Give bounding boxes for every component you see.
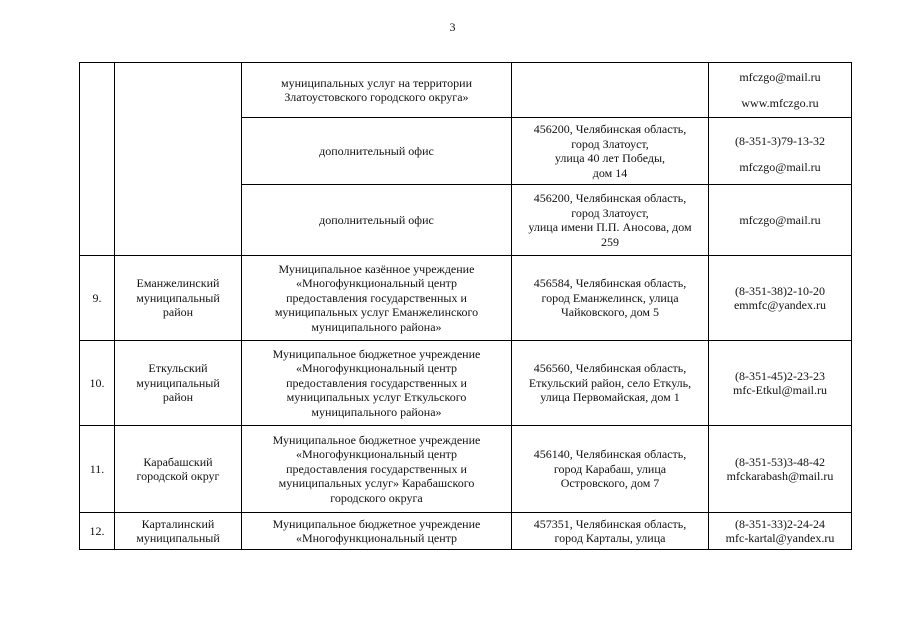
organization-line: муниципальных услуг» Карабашского — [278, 476, 475, 491]
contacts-cell — [709, 513, 852, 550]
organization-cell — [242, 185, 512, 256]
organization-line: муниципального района» — [311, 319, 442, 334]
address-line: город Еманжелинск, улица — [541, 290, 679, 305]
contacts-cell — [709, 256, 852, 341]
address-line: улица Первомайская, дом 1 — [540, 390, 680, 405]
district-line: городской округ — [136, 469, 220, 483]
address-line: город Карталы, улица — [554, 531, 666, 545]
organization-line: Муниципальное бюджетное учреждение — [272, 346, 481, 361]
phone-text: (8-351-38)2-10-20 — [735, 283, 825, 298]
email-text: mfckarabash@mail.ru — [726, 469, 834, 483]
address-line: 456584, Челябинская область, — [533, 276, 687, 291]
address-cell — [512, 185, 709, 256]
address-line: Островского, дом 7 — [560, 476, 660, 491]
address-line: 259 — [601, 234, 619, 249]
organization-line: муниципальных услуг Еткульского — [286, 390, 467, 405]
row-number-cell — [80, 63, 115, 256]
organization-line: предоставления государственных и — [286, 290, 467, 305]
address-line: улица имени П.П. Аносова, дом — [528, 220, 692, 234]
organization-line: предоставления государственных и — [286, 461, 467, 476]
address-line: 456200, Челябинская область, — [533, 122, 687, 136]
website-text: www.mfczgo.ru — [741, 96, 819, 110]
organization-line: дополнительный офис — [319, 143, 434, 158]
address-cell — [512, 63, 709, 118]
organization-line: Муниципальное бюджетное учреждение — [272, 516, 481, 531]
address-line: город Златоуст, — [571, 136, 649, 151]
district-cell — [115, 513, 242, 550]
page-number: 3 — [449, 20, 456, 34]
organization-cell — [242, 341, 512, 426]
address-line: 456560, Челябинская область, — [533, 361, 687, 376]
contacts-cell — [709, 118, 852, 185]
mfc-registry-table — [79, 62, 852, 550]
organization-line: муниципальных услуг Еманжелинского — [274, 305, 479, 320]
organization-cell — [242, 426, 512, 513]
row-number-cell: 12. — [80, 513, 115, 550]
address-line: Чайковского, дом 5 — [560, 305, 659, 320]
district-line: район — [162, 390, 194, 405]
phone-text: (8-351-45)2-23-23 — [735, 368, 825, 383]
phone-text: (8-351-3)79-13-32 — [735, 133, 825, 148]
organization-cell — [242, 118, 512, 185]
district-line: Карталинский — [141, 516, 215, 531]
address-cell — [512, 426, 709, 513]
district-line: муниципальный — [136, 290, 220, 305]
district-cell — [115, 426, 242, 513]
address-line: дом 14 — [592, 165, 628, 180]
phone-text: (8-351-33)2-24-24 — [735, 516, 825, 531]
organization-line: Златоустовского городского округа» — [284, 90, 469, 104]
row-number-cell: 11. — [80, 426, 115, 513]
email-text: mfczgo@mail.ru — [739, 160, 821, 174]
organization-line: «Многофункциональный центр — [295, 276, 458, 291]
row-number-cell: 10. — [80, 341, 115, 426]
organization-line: муниципальных услуг на территории — [281, 75, 472, 90]
organization-cell — [242, 63, 512, 118]
contacts-cell — [709, 63, 852, 118]
organization-line: предоставления государственных и — [286, 375, 467, 390]
district-cell — [115, 341, 242, 426]
district-cell — [115, 63, 242, 256]
district-line: муниципальный — [136, 375, 220, 390]
address-line: 456140, Челябинская область, — [533, 447, 687, 462]
address-line: Еткульский район, село Еткуль, — [528, 375, 692, 390]
organization-line: муниципального района» — [311, 404, 442, 419]
table-row — [80, 256, 852, 341]
district-line: Еманжелинский — [136, 276, 220, 291]
contacts-cell — [709, 426, 852, 513]
organization-line: Муниципальное казённое учреждение — [278, 261, 475, 276]
table-row — [80, 63, 852, 118]
table-row — [80, 426, 852, 513]
organization-cell — [242, 256, 512, 341]
address-cell — [512, 256, 709, 341]
email-text: emmfc@yandex.ru — [733, 298, 826, 312]
address-cell — [512, 513, 709, 550]
email-text: mfc-kartal@yandex.ru — [725, 531, 835, 545]
phone-text: (8-351-53)3-48-42 — [735, 454, 825, 469]
email-text: mfczgo@mail.ru — [739, 69, 821, 84]
address-line: город Карабаш, улица — [553, 461, 667, 476]
organization-line: «Многофункциональный центр — [295, 361, 458, 376]
contacts-cell — [709, 185, 852, 256]
row-number-cell: 9. — [80, 256, 115, 341]
organization-line: городского округа — [330, 490, 423, 505]
organization-cell — [242, 513, 512, 550]
district-line: муниципальный — [136, 531, 220, 545]
table-row — [80, 513, 852, 550]
district-cell — [115, 256, 242, 341]
district-line: район — [162, 305, 194, 320]
district-line: Карабашский — [143, 454, 213, 469]
address-line: город Златоуст, — [571, 205, 649, 220]
address-cell — [512, 341, 709, 426]
address-cell — [512, 118, 709, 185]
address-line: 456200, Челябинская область, — [533, 191, 687, 205]
organization-line: Муниципальное бюджетное учреждение — [272, 432, 481, 447]
organization-line: «Многофункциональный центр — [295, 531, 458, 545]
email-text: mfczgo@mail.ru — [739, 212, 821, 227]
address-line: улица 40 лет Победы, — [554, 151, 666, 165]
table-row — [80, 341, 852, 426]
organization-line: дополнительный офис — [319, 212, 434, 227]
district-line: Еткульский — [148, 361, 208, 376]
email-text: mfc-Etkul@mail.ru — [732, 383, 828, 397]
organization-line: «Многофункциональный центр — [295, 447, 458, 462]
contacts-cell — [709, 341, 852, 426]
address-line: 457351, Челябинская область, — [533, 516, 687, 531]
